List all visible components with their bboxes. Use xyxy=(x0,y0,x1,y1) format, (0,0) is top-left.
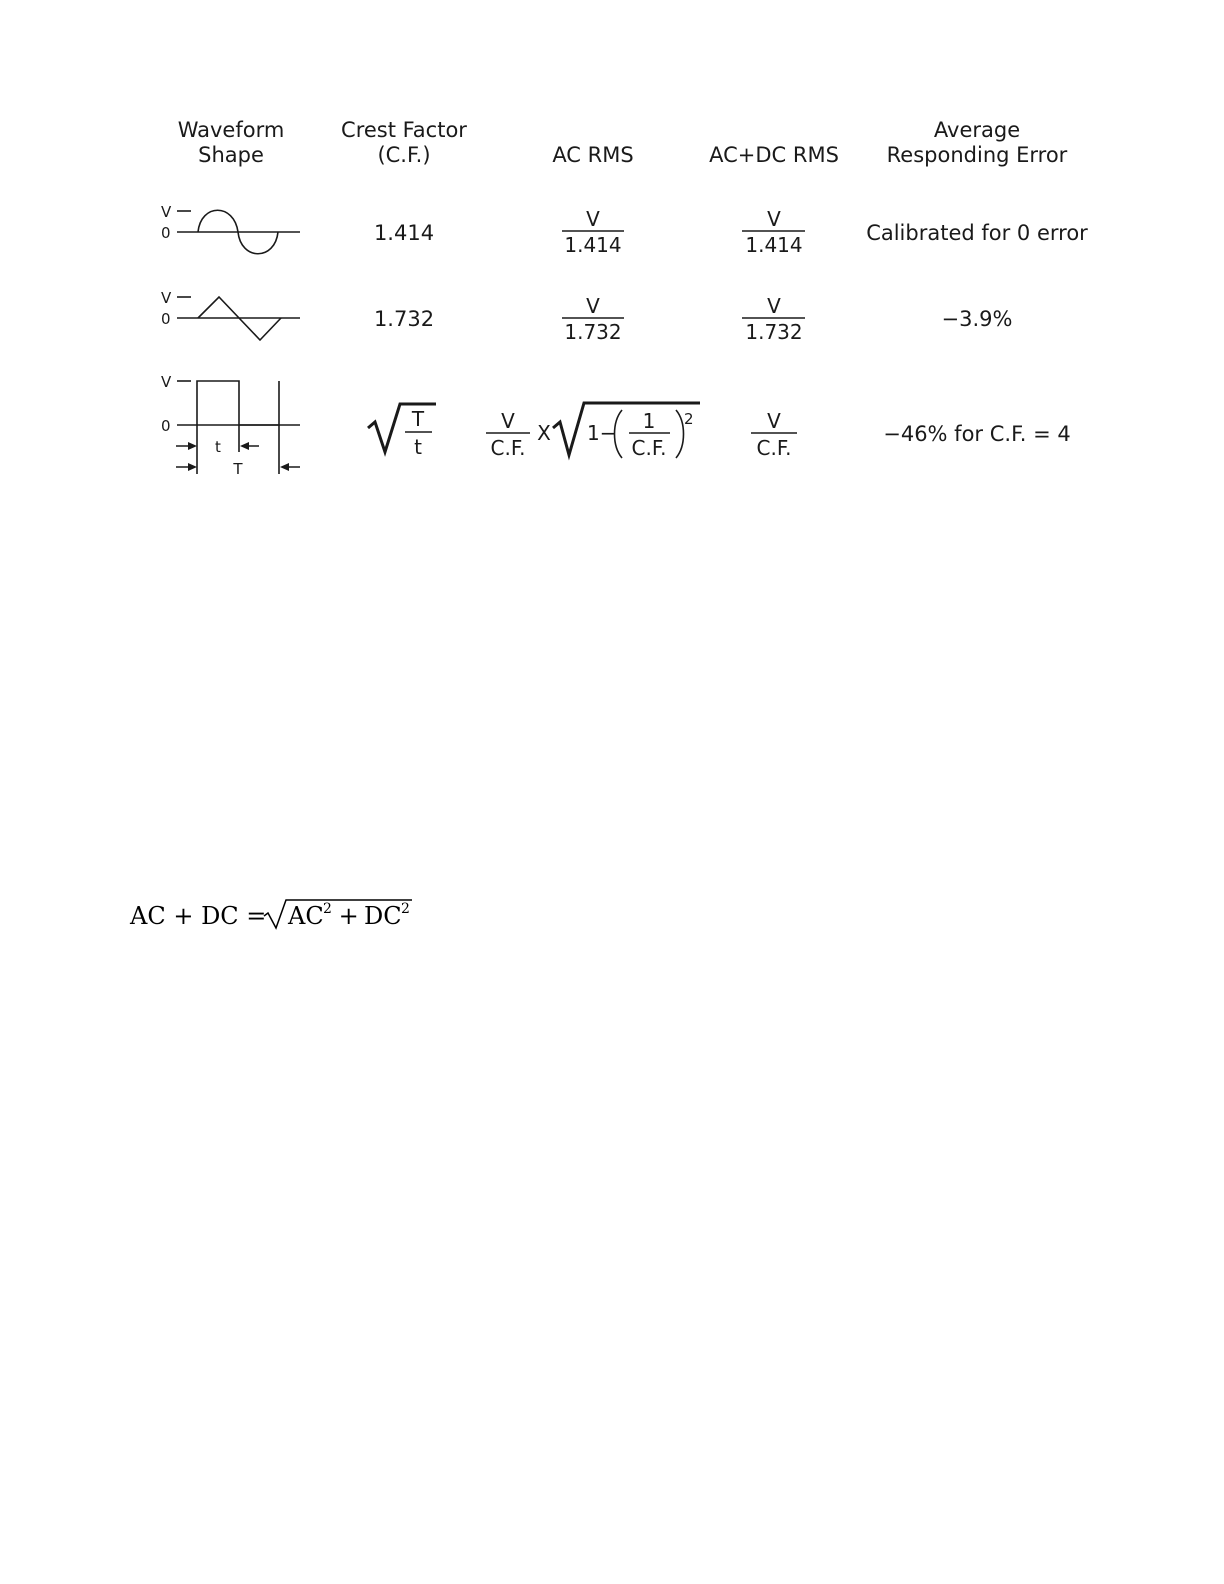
axis-v-label: V xyxy=(161,203,172,221)
equation-dc: DC xyxy=(364,902,402,930)
axis-zero-label: 0 xyxy=(161,310,171,328)
denominator: 1.414 xyxy=(564,233,622,257)
header-waveform-line1: Waveform xyxy=(177,118,285,142)
denominator: 1.732 xyxy=(745,320,803,344)
equation-lhs: AC + DC = xyxy=(130,902,275,930)
header-crest-line1: Crest Factor xyxy=(341,118,467,142)
header-ac-rms: AC RMS xyxy=(552,143,634,167)
crest-value: 1.414 xyxy=(373,221,435,245)
header-crest-line2: (C.F.) xyxy=(377,143,431,167)
ac-rms-fraction xyxy=(562,294,624,344)
denominator: C.F. xyxy=(490,436,526,460)
numerator: T xyxy=(411,407,425,431)
denominator: C.F. xyxy=(756,436,792,460)
acdc-rms-fraction xyxy=(742,207,805,257)
axis-v-label: V xyxy=(161,373,172,391)
one-minus: 1− xyxy=(587,421,617,445)
equation-plus: + xyxy=(331,902,367,930)
numerator: V xyxy=(767,409,781,433)
numerator: V xyxy=(767,207,781,231)
axis-zero-label: 0 xyxy=(161,224,171,242)
inner-numerator: 1 xyxy=(642,409,656,433)
inner-denominator: C.F. xyxy=(631,436,667,460)
crest-sqrt-formula xyxy=(368,404,436,459)
axis-zero-label: 0 xyxy=(161,417,171,435)
equation-ac-exponent: 2 xyxy=(323,901,332,917)
exponent: 2 xyxy=(684,410,694,428)
axis-v-label: V xyxy=(161,289,172,307)
header-error-line1: Average xyxy=(933,118,1021,142)
denominator: t xyxy=(414,435,422,459)
numerator: V xyxy=(586,207,600,231)
acdc-rms-fraction xyxy=(751,409,797,460)
denominator: 1.414 xyxy=(745,233,803,257)
numerator: V xyxy=(586,294,600,318)
numerator: V xyxy=(767,294,781,318)
acdc-rms-fraction xyxy=(742,294,805,344)
numerator: V xyxy=(501,409,515,433)
equation-dc-exponent: 2 xyxy=(401,901,410,917)
sine-wave-icon xyxy=(161,203,300,254)
error-value: −46% for C.F. = 4 xyxy=(883,422,1071,446)
ac-rms-square-formula xyxy=(486,403,700,460)
header-error-line2: Responding Error xyxy=(886,143,1068,167)
times-sign: X xyxy=(537,421,551,445)
error-value: −3.9% xyxy=(941,307,1013,331)
header-acdc-rms: AC+DC RMS xyxy=(709,143,839,167)
triangle-wave-icon xyxy=(161,289,300,340)
ac-rms-fraction xyxy=(562,207,624,257)
period-T-label: T xyxy=(233,460,243,478)
equation-ac: AC xyxy=(288,902,324,930)
period-t-label: t xyxy=(215,438,221,456)
crest-value: 1.732 xyxy=(373,307,435,331)
acdc-equation xyxy=(129,900,412,930)
header-waveform-line2: Shape xyxy=(198,143,264,167)
error-value: Calibrated for 0 error xyxy=(866,221,1088,245)
square-wave-icon xyxy=(161,373,300,478)
denominator: 1.732 xyxy=(564,320,622,344)
